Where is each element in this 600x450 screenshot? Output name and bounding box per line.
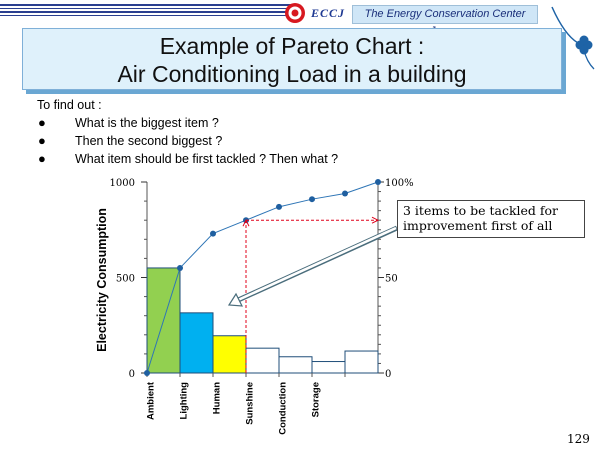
bar (345, 351, 378, 373)
x-tick-label: Ambient (145, 382, 157, 420)
bar (279, 357, 312, 373)
page-number: 129 (567, 432, 590, 446)
cumulative-point (276, 204, 282, 210)
eccj-logo-text: ECCJ (311, 6, 346, 20)
cumulative-point (309, 196, 315, 202)
title-line-2: Air Conditioning Load in a building (117, 61, 467, 87)
y2-tick-label: 100% (385, 178, 414, 189)
bar (246, 348, 279, 373)
x-tick-label: Conduction (277, 382, 289, 435)
bullet-text: What is the biggest item ? (75, 116, 219, 130)
callout-note: 3 items to be tackled for improvement first of all (397, 200, 585, 238)
cumulative-point (144, 370, 150, 376)
bar (312, 362, 345, 373)
cumulative-point (210, 231, 216, 237)
organization-name: The Energy Conservation Center (352, 5, 538, 24)
x-tick-label: Sunshine (244, 382, 256, 425)
y-tick-label: 1000 (109, 178, 135, 189)
x-tick-label: Storage (310, 382, 322, 418)
x-tick-label: Human (211, 382, 223, 415)
title-line-1: Example of Pareto Chart : (159, 33, 425, 59)
bullet-text: What item should be first tackled ? Then what ? (75, 152, 339, 166)
callout-arrow-body (238, 228, 396, 300)
cumulative-point (177, 265, 183, 271)
y-tick-label: 0 (128, 369, 135, 380)
bullet-icon: ● (38, 151, 46, 166)
bar (180, 313, 213, 373)
bar (213, 336, 246, 373)
cumulative-point (342, 190, 348, 196)
bullet-icon: ● (38, 115, 46, 130)
bullet-text: Then the second biggest ? (75, 134, 223, 148)
bullet-icon: ● (38, 133, 46, 148)
y2-tick-label: 50 (385, 273, 398, 285)
y-axis-label: Electricity Consumption (95, 208, 109, 352)
x-tick-label: Lighting (178, 382, 190, 420)
cumulative-point (375, 179, 381, 185)
intro-text: To find out : (37, 98, 102, 112)
y-tick-label: 500 (115, 273, 135, 285)
y2-tick-label: 0 (385, 369, 392, 380)
